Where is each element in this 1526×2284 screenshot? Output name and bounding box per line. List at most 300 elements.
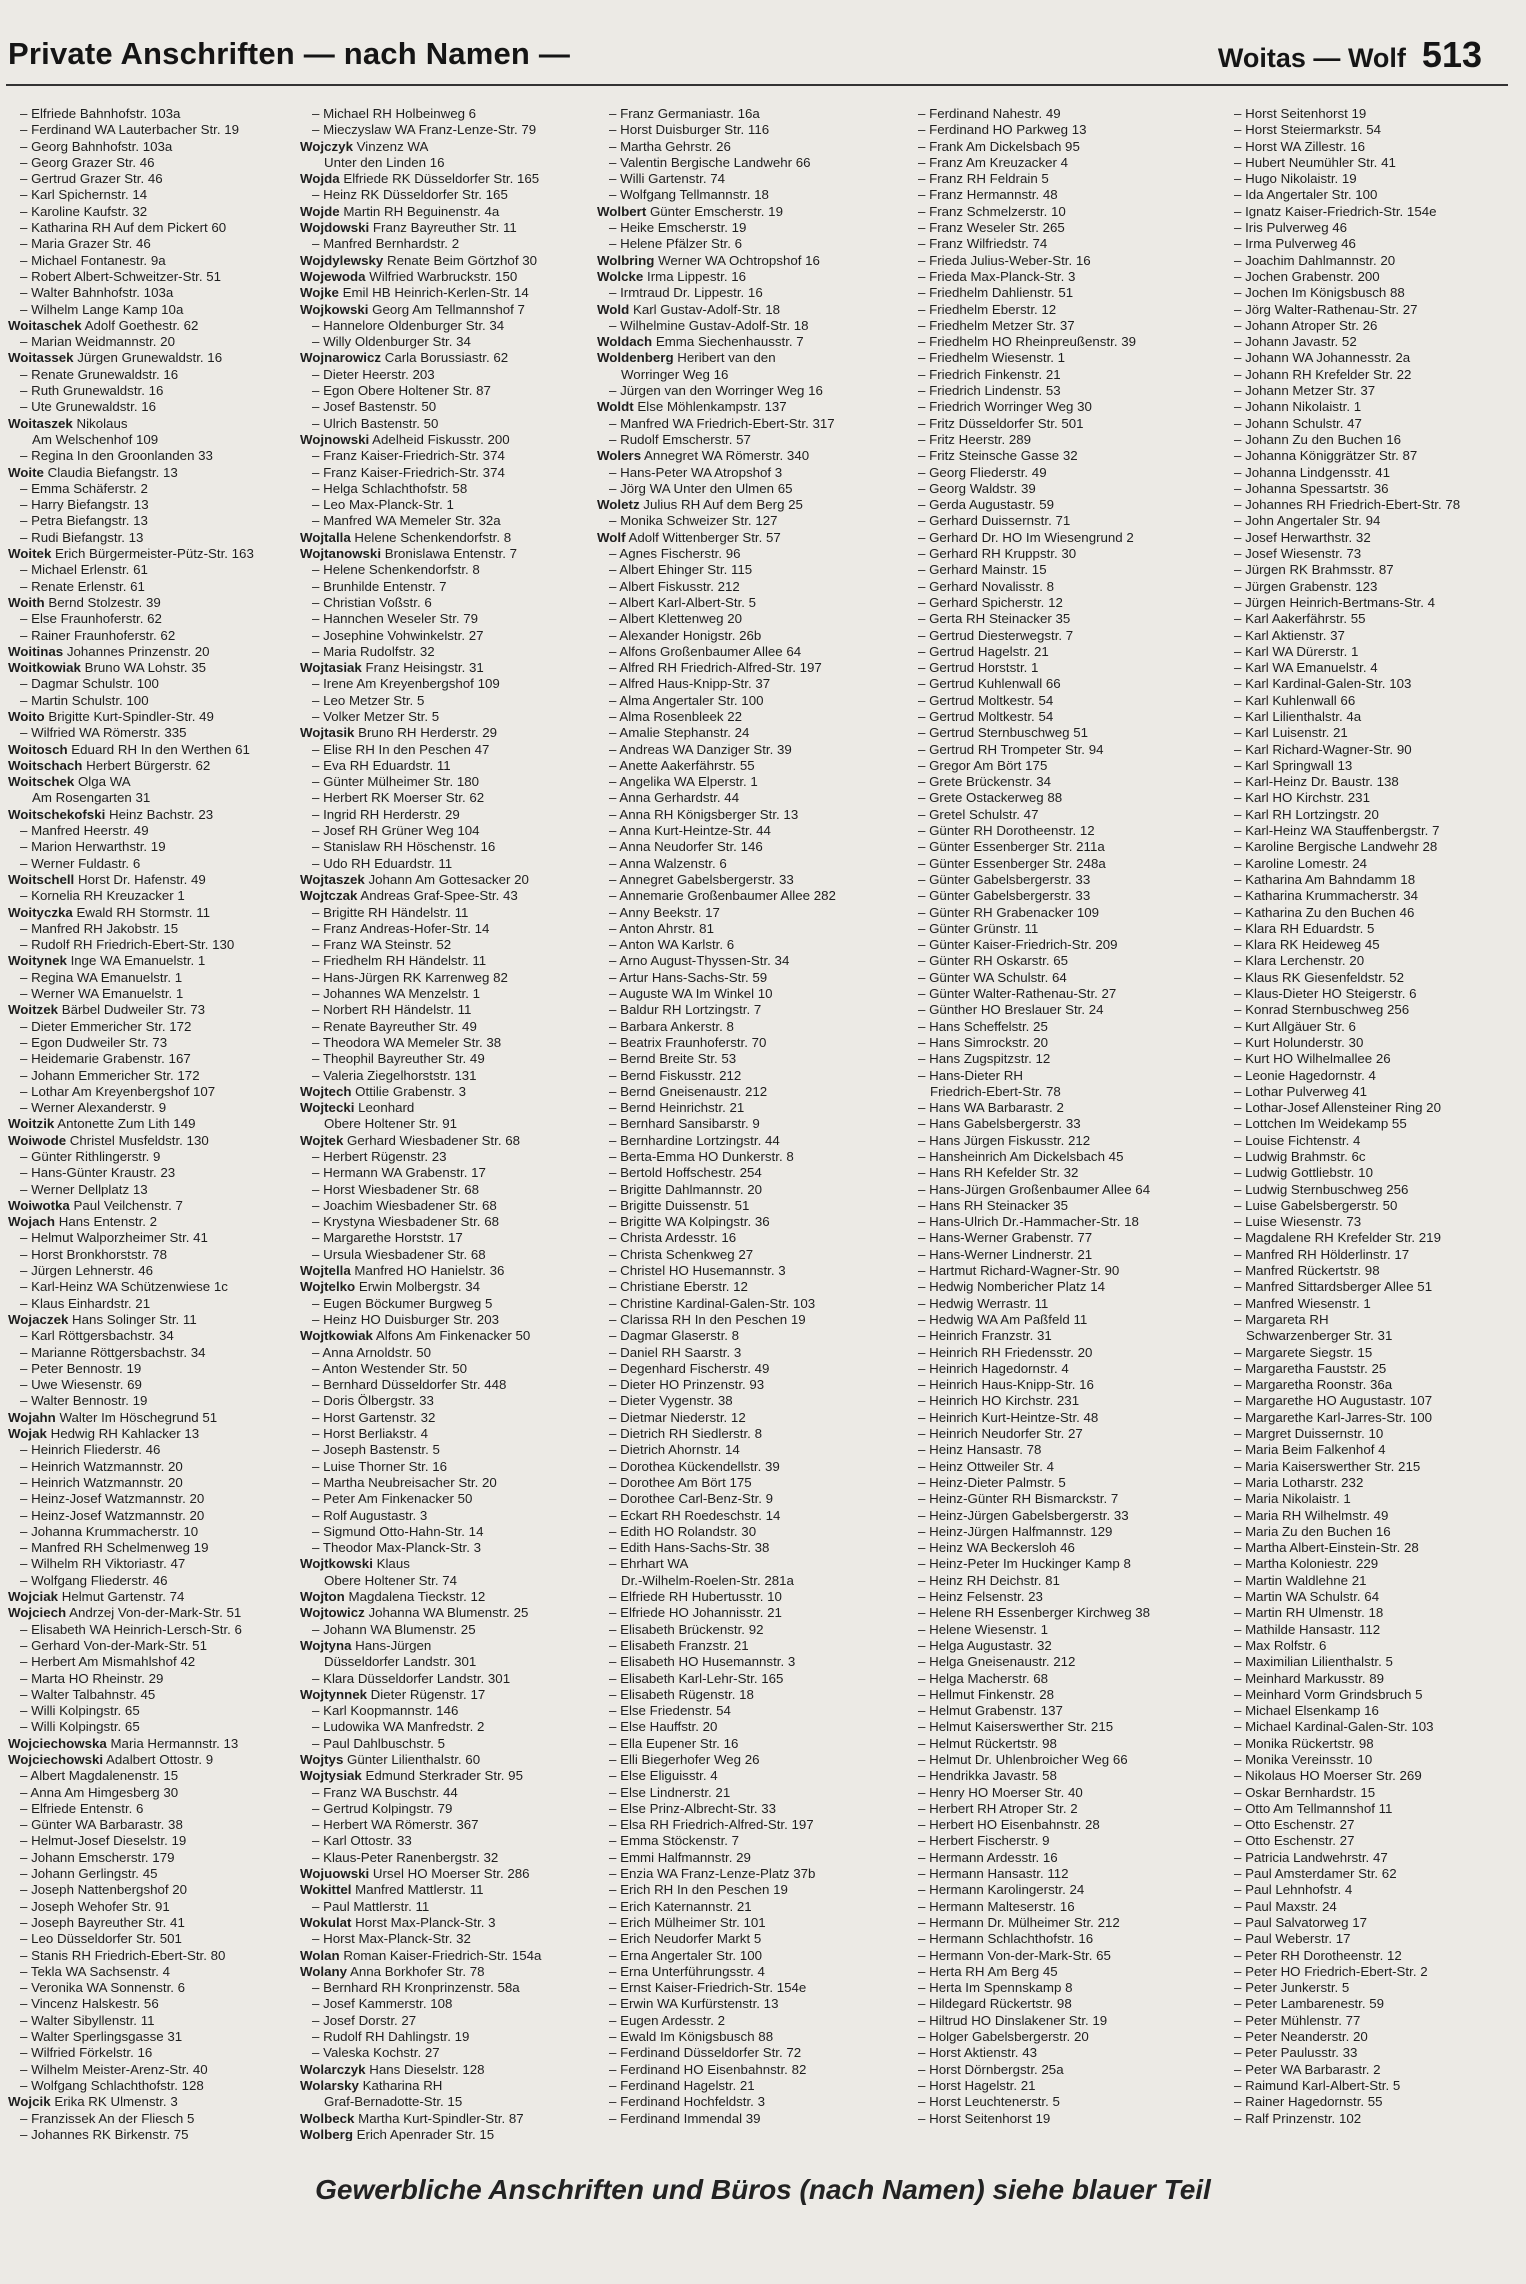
listing-entry: – Ferdinand HO Eisenbahnstr. 82	[609, 2061, 807, 2077]
listing-entry: – Maria Grazer Str. 46	[20, 236, 151, 252]
listing-entry: – Eva RH Eduardstr. 11	[312, 757, 451, 773]
listing-entry: – Werner Fuldastr. 6	[20, 855, 141, 871]
listing-entry: – Artur Hans-Sachs-Str. 59	[609, 969, 768, 985]
family-name: Wojtowicz	[300, 1605, 365, 1621]
listing-entry: – Paul Dahlbuschstr. 5	[312, 1735, 446, 1751]
listing-entry: – Hugo Nikolaistr. 19	[1234, 171, 1357, 187]
listing-entry: – Michael Fontanestr. 9a	[20, 252, 166, 268]
listing-entry: – Patricia Landwehrstr. 47	[1234, 1849, 1388, 1865]
listing-entry: – Luise Wiesenstr. 73	[1234, 1214, 1362, 1230]
listing-entry: – Heinz RK Düsseldorfer Str. 165	[312, 187, 508, 203]
listing-entry: – Marianne Röttgersbachstr. 34	[20, 1344, 206, 1360]
listing-entry: – Else Friedenstr. 54	[609, 1703, 731, 1719]
entry-text: Claudia Biefangstr. 13	[43, 464, 178, 480]
listing-entry: – Johann Atroper Str. 26	[1234, 317, 1378, 333]
listing-entry: – Karoline Kaufstr. 32	[20, 203, 148, 219]
listing-entry: – Else Fraunhoferstr. 62	[20, 611, 162, 627]
entry-text: Andreas Graf-Spee-Str. 43	[357, 888, 518, 904]
family-name: Woldach	[597, 334, 653, 350]
listing-entry: – Alfred RH Friedrich-Alfred-Str. 197	[609, 660, 822, 676]
listing-entry: – Günter Essenberger Str. 211a	[918, 839, 1105, 855]
listing-entry	[300, 2062, 606, 2078]
page-range-header	[1218, 34, 1482, 76]
listing-entry	[300, 285, 606, 301]
listing-entry: – Holger Gabelsbergerstr. 20	[918, 2029, 1089, 2045]
listing-entry: – Dagmar Glaserstr. 8	[609, 1328, 740, 1344]
listing-entry: – Helga Schlachthofstr. 58	[312, 480, 468, 496]
listing-entry: – Rainer Hagedornstr. 55	[1234, 2094, 1383, 2110]
listing-entry: Düsseldorfer Landstr. 301	[324, 1654, 477, 1670]
family-name: Wolbert	[597, 203, 647, 219]
listing-entry: – Wilhelm Lange Kamp 10a	[20, 301, 184, 317]
listing-entry	[300, 1100, 606, 1116]
listing-entry: – Hans-Dieter RH	[918, 1067, 1023, 1083]
listing-entry: – Rudolf Emscherstr. 57	[609, 431, 751, 447]
listing-entry: – Rudolf RH Dahlingstr. 19	[312, 2029, 470, 2045]
family-name: Wolarsky	[300, 2077, 359, 2093]
listing-entry: – Günter Grünstr. 11	[918, 920, 1039, 936]
listing-entry: – Gerhard RH Kruppstr. 30	[918, 546, 1077, 562]
listing-entry: – Hans Gabelsbergerstr. 33	[918, 1116, 1081, 1132]
entry-text: Alfons Am Finkenacker 50	[372, 1328, 531, 1344]
listing-entry: – Walter Bahnhofstr. 103a	[20, 285, 174, 301]
listing-entry	[597, 350, 900, 366]
listing-entry: – Anton Ahrstr. 81	[609, 920, 714, 936]
listing-entry	[8, 1116, 294, 1132]
listing-entry: – Gregor Am Bört 175	[918, 757, 1048, 773]
listing-entry	[300, 1915, 606, 1931]
listing-entry: – Monika Rückertstr. 98	[1234, 1735, 1374, 1751]
listing-entry: – Robert Albert-Schweitzer-Str. 51	[20, 268, 222, 284]
listing-entry: – Theodor Max-Planck-Str. 3	[312, 1540, 481, 1556]
listing-entry: – Peter Bennostr. 19	[20, 1360, 142, 1376]
listing-entry: – Hans-Werner Lindnerstr. 21	[918, 1246, 1093, 1262]
listing-entry: – Günter Rithlingerstr. 9	[20, 1149, 161, 1164]
family-name: Woitaschek	[8, 317, 82, 333]
listing-entry: Friedrich-Ebert-Str. 78	[930, 1083, 1061, 1099]
listing-entry	[8, 758, 294, 774]
entry-text: Brigitte Kurt-Spindler-Str. 49	[44, 708, 214, 724]
listing-entry: – Friedhelm Metzer Str. 37	[918, 317, 1075, 333]
listing-entry: – Michael RH Holbeinweg 6	[312, 106, 477, 121]
listing-entry: – Hermann Dr. Mülheimer Str. 212	[918, 1914, 1120, 1930]
listing-entry: – Georg Grazer Str. 46	[20, 154, 155, 170]
listing-entry: – Emma Schäferstr. 2	[20, 480, 148, 496]
listing-entry: – Helene Pfälzer Str. 6	[609, 236, 743, 252]
listing-entry: – Horst Berliakstr. 4	[312, 1426, 429, 1442]
listing-entry: – Degenhard Fischerstr. 49	[609, 1360, 770, 1376]
listing-entry: – Hans-Peter WA Atropshof 3	[609, 464, 783, 480]
listing-entry: – Agnes Fischerstr. 96	[609, 546, 741, 562]
family-name: Wold	[597, 301, 630, 317]
listing-entry: – Konrad Sternbuschweg 256	[1234, 1002, 1410, 1018]
listing-entry: – Heinz Felsenstr. 23	[918, 1589, 1043, 1605]
listing-entry: – Elisabeth HO Husemannstr. 3	[609, 1654, 796, 1670]
listing-entry: – Brigitte WA Kolpingstr. 36	[609, 1214, 770, 1230]
listing-entry: – Bernhard Düsseldorfer Str. 448	[312, 1377, 507, 1393]
listing-entry: – Renate Erlenstr. 61	[20, 578, 145, 594]
listing-entry: – Herbert RK Moerser Str. 62	[312, 790, 485, 806]
entry-text: Hedwig RH Kahlacker 13	[46, 1426, 200, 1442]
listing-entry: – Heinz Hansastr. 78	[918, 1442, 1042, 1458]
listing-entry: – Annegret Gabelsbergerstr. 33	[609, 871, 794, 887]
listing-entry: – Alfred Haus-Knipp-Str. 37	[609, 676, 771, 692]
listing-entry	[300, 139, 606, 155]
listing-entry: – Martha Gehrstr. 26	[609, 138, 731, 154]
listing-entry: – Christa Schenkweg 27	[609, 1246, 754, 1262]
entry-text: Erika RK Ulmenstr. 3	[50, 2094, 178, 2110]
listing-entry: – Franz Am Kreuzacker 4	[918, 154, 1069, 170]
listing-entry: – Maria Zu den Buchen 16	[1234, 1523, 1391, 1539]
listing-entry: – Kurt HO Wilhelmallee 26	[1234, 1051, 1391, 1067]
entry-text: Adelheid Fiskusstr. 200	[369, 431, 510, 447]
listing-entry	[8, 1736, 294, 1752]
listing-entry: – Karl Koopmannstr. 146	[312, 1703, 459, 1719]
listing-entry: – Josef Kammerstr. 108	[312, 1996, 453, 2012]
listing-entry: – Wilhelmine Gustav-Adolf-Str. 18	[609, 317, 809, 333]
listing-entry: – Helmut Grabenstr. 137	[918, 1703, 1063, 1719]
listing-entry: – Hannchen Weseler Str. 79	[312, 611, 479, 627]
listing-entry: – Johann Nikolaistr. 1	[1234, 399, 1362, 415]
entry-text: Karl Gustav-Adolf-Str. 18	[629, 301, 781, 317]
listing-entry	[8, 1002, 294, 1018]
listing-entry	[597, 448, 900, 464]
family-name: Woletz	[597, 497, 640, 513]
listing-entry: – Paul Maxstr. 24	[1234, 1898, 1337, 1914]
entry-text: Bruno RH Herderstr. 29	[354, 725, 498, 741]
listing-entry: – Hermann WA Grabenstr. 17	[312, 1165, 486, 1181]
listing-entry: – Ruth Grunewaldstr. 16	[20, 383, 164, 399]
listing-entry: – Wilfried WA Römerstr. 335	[20, 725, 187, 741]
listing-entry: – Hedwig Nombericher Platz 14	[918, 1279, 1105, 1295]
listing-entry: – Katharina Am Bahndamm 18	[1234, 871, 1416, 887]
listing-entry: – Dagmar Schulstr. 100	[20, 676, 159, 692]
listing-entry: – Franz Wilfriedstr. 74	[918, 236, 1048, 252]
listing-entry: – Hermann Hansastr. 112	[918, 1866, 1069, 1882]
entry-text: Ottilie Grabenstr. 3	[351, 1083, 467, 1099]
listing-entry: – Hans-Ulrich Dr.-Hammacher-Str. 18	[918, 1214, 1139, 1230]
listing-entry: – Norbert RH Händelstr. 11	[312, 1002, 472, 1018]
listing-entry: – Katharina RH Auf dem Pickert 60	[20, 220, 227, 236]
listing-entry: – Barbara Ankerstr. 8	[609, 1018, 734, 1034]
listing-entry: – Heinz WA Beckersloh 46	[918, 1540, 1075, 1556]
listing-entry: – Albert Karl-Albert-Str. 5	[609, 594, 757, 610]
family-name: Wojtyna	[300, 1637, 352, 1653]
entry-text: Bärbel Dudweiler Str. 73	[58, 1002, 206, 1018]
listing-entry: – Horst Max-Planck-Str. 32	[312, 1931, 471, 1947]
listing-entry: – Karl Spichernstr. 14	[20, 187, 148, 203]
listing-entry	[300, 660, 606, 676]
listing-entry: – Jochen Grabenstr. 200	[1234, 268, 1380, 284]
entry-text: Johanna WA Blumenstr. 25	[364, 1605, 529, 1621]
listing-entry: – Jürgen Grabenstr. 123	[1234, 578, 1378, 594]
family-name: Wojtech	[300, 1083, 352, 1099]
listing-entry: – Jürgen van den Worringer Weg 16	[609, 383, 823, 399]
listing-entry: – Horst Gartenstr. 32	[312, 1409, 436, 1425]
listing-entry: – Heinrich RH Friedensstr. 20	[918, 1344, 1093, 1360]
listing-entry: – Horst Seitenhorst 19	[918, 2110, 1051, 2126]
listing-entry	[300, 2111, 606, 2127]
listing-entry: – Brunhilde Entenstr. 7	[312, 578, 447, 594]
listing-entry: – Anton WA Karlstr. 6	[609, 937, 735, 953]
entry-text: Julius RH Auf dem Berg 25	[639, 497, 803, 513]
family-name: Wolcke	[597, 268, 644, 284]
listing-entry: – Valentin Bergische Landwehr 66	[609, 154, 811, 170]
family-name: Wojke	[300, 285, 339, 301]
listing-entry: – Heinrich HO Kirchstr. 231	[918, 1393, 1080, 1409]
listing-entry: – Fritz Düsseldorfer Str. 501	[918, 415, 1084, 431]
listing-entry	[300, 220, 606, 236]
listing-entry	[597, 399, 900, 415]
entry-text: Elfriede RK Düsseldorfer Str. 165	[339, 171, 540, 187]
listing-entry	[300, 530, 606, 546]
listing-entry: – Christine Kardinal-Galen-Str. 103	[609, 1295, 816, 1311]
listing-entry: – Ludwig Sternbuschweg 256	[1234, 1181, 1409, 1197]
entry-text: Adolf Goethestr. 62	[81, 317, 199, 333]
listing-entry: – Horst Leuchtenerstr. 5	[918, 2094, 1060, 2110]
listing-entry: – Anna Kurt-Heintze-Str. 44	[609, 823, 771, 839]
family-name: Wojcik	[8, 2094, 51, 2110]
family-name: Woito	[8, 708, 45, 724]
listing-entry: – Kurt Allgäuer Str. 6	[1234, 1018, 1356, 1034]
listing-entry: – Elisabeth Brückenstr. 92	[609, 1621, 764, 1637]
listing-entry: – Erna Unterführungsstr. 4	[609, 1963, 765, 1979]
entry-text: Dieter Rügenstr. 17	[366, 1686, 486, 1702]
listing-entry: – Karl Röttgersbachstr. 34	[20, 1328, 174, 1344]
listing-entry: – Herbert Am Mismahlshof 42	[20, 1654, 196, 1670]
listing-entry: – Walter Sibyllenstr. 11	[20, 2012, 155, 2028]
listing-entry: – Maria Beim Falkenhof 4	[1234, 1442, 1386, 1458]
listing-columns	[0, 106, 1526, 2141]
entry-text: Hans-Jürgen	[351, 1637, 432, 1653]
listing-entry: – Manfred Heerstr. 49	[20, 823, 149, 839]
listing-entry: – Christa Ardesstr. 16	[609, 1230, 737, 1246]
listing-entry	[8, 872, 294, 888]
listing-entry: – Marion Herwarthstr. 19	[20, 839, 166, 855]
listing-entry: – Hans-Jürgen Großenbaumer Allee 64	[918, 1181, 1151, 1197]
family-name: Wojtkowiak	[300, 1328, 373, 1344]
listing-entry: – Doris Ölbergstr. 33	[312, 1393, 434, 1409]
listing-entry: – Dorothee Am Bört 175	[609, 1474, 752, 1490]
listing-entry: – Else Eliguisstr. 4	[609, 1768, 718, 1784]
listing-entry: – Fritz Steinsche Gasse 32	[918, 448, 1078, 464]
entry-text: Johann Am Gottesacker 20	[364, 871, 529, 887]
entry-text: Irma Lippestr. 16	[643, 268, 747, 284]
listing-entry: – Herbert WA Römerstr. 367	[312, 1817, 479, 1833]
listing-entry: – Arno August-Thyssen-Str. 34	[609, 953, 790, 969]
listing-entry: Graf-Bernadotte-Str. 15	[324, 2094, 463, 2110]
listing-entry: – Helga Macherstr. 68	[918, 1670, 1049, 1686]
listing-entry: – Erich Neudorfer Markt 5	[609, 1931, 762, 1947]
listing-entry: – Klaus-Dieter HO Steigerstr. 6	[1234, 986, 1417, 1002]
family-name: Woitaszek	[8, 415, 73, 431]
listing-entry: – Manfred RH Schelmenweg 19	[20, 1540, 209, 1556]
listing-entry	[8, 465, 294, 481]
listing-entry: – Petra Biefangstr. 13	[20, 513, 148, 529]
listing-entry: – Ida Angertaler Str. 100	[1234, 187, 1378, 203]
listing-entry: – Leo Max-Planck-Str. 1	[312, 497, 454, 513]
listing-entry: – Stanis RH Friedrich-Ebert-Str. 80	[20, 1947, 226, 1963]
listing-entry: – Heinrich Hagedornstr. 4	[918, 1360, 1069, 1376]
family-name: Wojtysiak	[300, 1768, 362, 1784]
listing-entry	[8, 1605, 294, 1621]
listing-entry: – Hannelore Oldenburger Str. 34	[312, 317, 505, 333]
listing-entry: – Elisabeth Franzstr. 21	[609, 1637, 749, 1653]
listing-entry: – Helmut Walporzheimer Str. 41	[20, 1230, 208, 1246]
listing-entry: – Georg Fliederstr. 49	[918, 464, 1047, 480]
listing-entry: – Franz Schmelzerstr. 10	[918, 203, 1066, 219]
listing-entry	[300, 204, 606, 220]
listing-entry: – Karoline Lomestr. 24	[1234, 855, 1368, 871]
listing-entry: – Elisabeth Rügenstr. 18	[609, 1686, 754, 1702]
listing-entry: – Eckart RH Roedeschstr. 14	[609, 1507, 781, 1523]
listing-entry: – Michael Kardinal-Galen-Str. 103	[1234, 1719, 1434, 1735]
listing-entry	[300, 546, 606, 562]
listing-entry: – Gerhard Dr. HO Im Wiesengrund 2	[918, 529, 1134, 545]
listing-entry: – Grete Brückenstr. 34	[918, 774, 1052, 790]
listing-entry: – Jürgen Lehnerstr. 46	[20, 1263, 154, 1279]
listing-entry: – Bernd Heinrichstr. 21	[609, 1100, 745, 1116]
listing-entry: – Emma Stöckenstr. 7	[609, 1833, 740, 1849]
listing-entry: – Ferdinand Hochfeldstr. 3	[609, 2094, 765, 2110]
listing-entry: – Hansheinrich Am Dickelsbach 45	[918, 1149, 1124, 1164]
family-name: Wojkowski	[300, 301, 369, 317]
listing-entry: – Regina In den Groonlanden 33	[20, 448, 213, 464]
listing-entry: – Oskar Bernhardstr. 15	[1234, 1784, 1376, 1800]
listing-entry: – Else Hauffstr. 20	[609, 1719, 718, 1735]
listing-entry: – Helene RH Essenberger Kirchweg 38	[918, 1605, 1151, 1621]
listing-entry: – Leonie Hagedornstr. 4	[1234, 1067, 1376, 1083]
listing-entry: – Tekla WA Sachsenstr. 4	[20, 1963, 171, 1979]
listing-entry: – Ulrich Bastenstr. 50	[312, 415, 439, 431]
listing-entry: – Friedrich Worringer Weg 30	[918, 399, 1092, 415]
listing-entry: – Wilfried Förkelstr. 16	[20, 2045, 153, 2061]
listing-entry: – Peter Mühlenstr. 77	[1234, 2012, 1361, 2028]
entry-text: Bruno WA Lohstr. 35	[80, 660, 207, 676]
listing-entry	[300, 1279, 606, 1295]
listing-entry: – Gertrud Horststr. 1	[918, 660, 1039, 676]
listing-entry	[597, 269, 900, 285]
listing-entry: – Wilhelm Meister-Arenz-Str. 40	[20, 2061, 208, 2077]
entry-text: Horst Dr. Hafenstr. 49	[74, 871, 206, 887]
listing-entry: – Heinrich Fliederstr. 46	[20, 1442, 161, 1458]
listing-entry: – Ella Eupener Str. 16	[609, 1735, 739, 1751]
listing-entry	[300, 1752, 606, 1768]
listing-entry: – Paul Lehnhofstr. 4	[1234, 1882, 1353, 1898]
listing-entry: – Hellmut Finkenstr. 28	[918, 1686, 1054, 1702]
listing-entry: – Josef RH Grüner Weg 104	[312, 823, 480, 839]
entry-text: Annegret WA Römerstr. 340	[641, 448, 810, 464]
listing-entry: – Helmut Dr. Uhlenbroicher Weg 66	[918, 1751, 1128, 1767]
listing-entry: – Peter Junkerstr. 5	[1234, 1980, 1350, 1996]
listing-entry: – Günter WA Schulstr. 64	[918, 969, 1067, 985]
family-name: Wojtaszek	[300, 871, 365, 887]
family-name: Wojde	[300, 203, 340, 219]
listing-entry: – Martin Schulstr. 100	[20, 692, 149, 708]
family-name: Wojtek	[300, 1132, 344, 1148]
listing-entry: – Maria Lotharstr. 232	[1234, 1474, 1364, 1490]
family-name: Woith	[8, 594, 45, 610]
entry-text: Emma Siechenhausstr. 7	[652, 334, 804, 350]
listing-entry: – Josef Wiesenstr. 73	[1234, 546, 1362, 562]
listing-entry: – Regina WA Emanuelstr. 1	[20, 969, 183, 985]
listing-entry: – Margaretha Roonstr. 36a	[1234, 1377, 1393, 1393]
listing-entry	[8, 2094, 294, 2110]
listing-entry: – Brigitte Dahlmannstr. 20	[609, 1181, 762, 1197]
listing-entry	[300, 350, 606, 366]
listing-entry: – Willi Kolpingstr. 65	[20, 1719, 140, 1735]
listing-entry: – Klaus-Peter Ranenbergstr. 32	[312, 1849, 499, 1865]
listing-entry: – Manfred Wiesenstr. 1	[1234, 1295, 1371, 1311]
entry-text: Bernd Stolzestr. 39	[44, 594, 161, 610]
listing-entry: – Erwin WA Kurfürstenstr. 13	[609, 1996, 779, 2012]
entry-text: Antonette Zum Lith 149	[54, 1116, 196, 1132]
listing-entry: – Enzia WA Franz-Lenze-Platz 37b	[609, 1866, 816, 1882]
listing-entry: – Jörg Walter-Rathenau-Str. 27	[1234, 301, 1418, 317]
listing-entry: – Gertrud Moltkestr. 54	[918, 692, 1054, 708]
listing-entry: – Dieter Heerstr. 203	[312, 366, 435, 382]
listing-entry: – Ferdinand Hagelstr. 21	[609, 2077, 755, 2093]
family-name: Wolf	[597, 529, 626, 545]
listing-entry: – Willi Kolpingstr. 65	[20, 1703, 140, 1719]
listing-entry: – Johannes RK Birkenstr. 75	[20, 2126, 189, 2141]
listing-entry: – Karl WA Dürerstr. 1	[1234, 643, 1359, 659]
listing-entry: – Karl RH Lortzingstr. 20	[1234, 806, 1379, 822]
listing-entry: – Michael Elsenkamp 16	[1234, 1703, 1379, 1719]
listing-entry: – Werner Alexanderstr. 9	[20, 1100, 167, 1116]
entry-text: Jürgen Grunewaldstr. 16	[73, 350, 223, 366]
listing-entry: – Uwe Wiesenstr. 69	[20, 1377, 142, 1393]
listing-entry: – Günter RH Grabenacker 109	[918, 904, 1100, 920]
family-name: Woitek	[8, 546, 52, 562]
entry-text: Andrzej Von-der-Mark-Str. 51	[66, 1605, 242, 1621]
listing-entry: – Herbert Fischerstr. 9	[918, 1833, 1050, 1849]
family-name: Wojnowski	[300, 431, 370, 447]
listing-entry: – Joseph Nattenbergshof 20	[20, 1882, 188, 1898]
listing-entry: – Anton Westender Str. 50	[312, 1360, 467, 1376]
listing-entry: – Annemarie Großenbaumer Allee 282	[609, 888, 836, 904]
listing-entry: – Marta HO Rheinstr. 29	[20, 1670, 164, 1686]
listing-entry: – Ferdinand Immendal 39	[609, 2110, 761, 2126]
listing-entry: – Otto Eschenstr. 27	[1234, 1817, 1355, 1833]
family-name: Wojtasiak	[300, 660, 362, 676]
listing-entry: – Martha Neubreisacher Str. 20	[312, 1474, 497, 1490]
listing-entry: – Wolfgang Schlachthofstr. 128	[20, 2077, 204, 2093]
listing-entry	[597, 302, 900, 318]
listing-entry: – Helmut Kaiserswerther Str. 215	[918, 1719, 1114, 1735]
family-name: Wojdowski	[300, 220, 370, 236]
listing-entry	[8, 953, 294, 969]
listing-entry: – Klaus RK Giesenfeldstr. 52	[1234, 969, 1404, 985]
listing-entry: – Dorothee Carl-Benz-Str. 9	[609, 1491, 774, 1507]
listing-entry	[300, 1556, 606, 1572]
entry-text: Emil HB Heinrich-Kerlen-Str. 14	[338, 285, 529, 301]
listing-entry: – Heinrich Haus-Knipp-Str. 16	[918, 1377, 1094, 1393]
listing-entry: – Leo Metzer Str. 5	[312, 692, 425, 708]
listing-entry: – Frieda Julius-Weber-Str. 16	[918, 252, 1091, 268]
listing-entry: – Irene Am Kreyenbergshof 109	[312, 676, 500, 692]
listing-entry: – Kornelia RH Kreuzacker 1	[20, 888, 185, 904]
listing-entry: – Klara RK Heideweg 45	[1234, 937, 1380, 953]
listing-entry: – Katharina Krummacherstr. 34	[1234, 888, 1419, 904]
family-name: Woitzik	[8, 1116, 55, 1132]
listing-entry: – Hans-Günter Kraustr. 23	[20, 1165, 176, 1181]
family-name: Wojtalla	[300, 529, 351, 545]
listing-entry: – Karl Aakerfährstr. 55	[1234, 611, 1366, 627]
listing-entry: – Josephine Vohwinkelstr. 27	[312, 627, 484, 643]
listing-entry: – Karl Aktienstr. 37	[1234, 627, 1345, 643]
listing-entry: – Leo Düsseldorfer Str. 501	[20, 1931, 182, 1947]
